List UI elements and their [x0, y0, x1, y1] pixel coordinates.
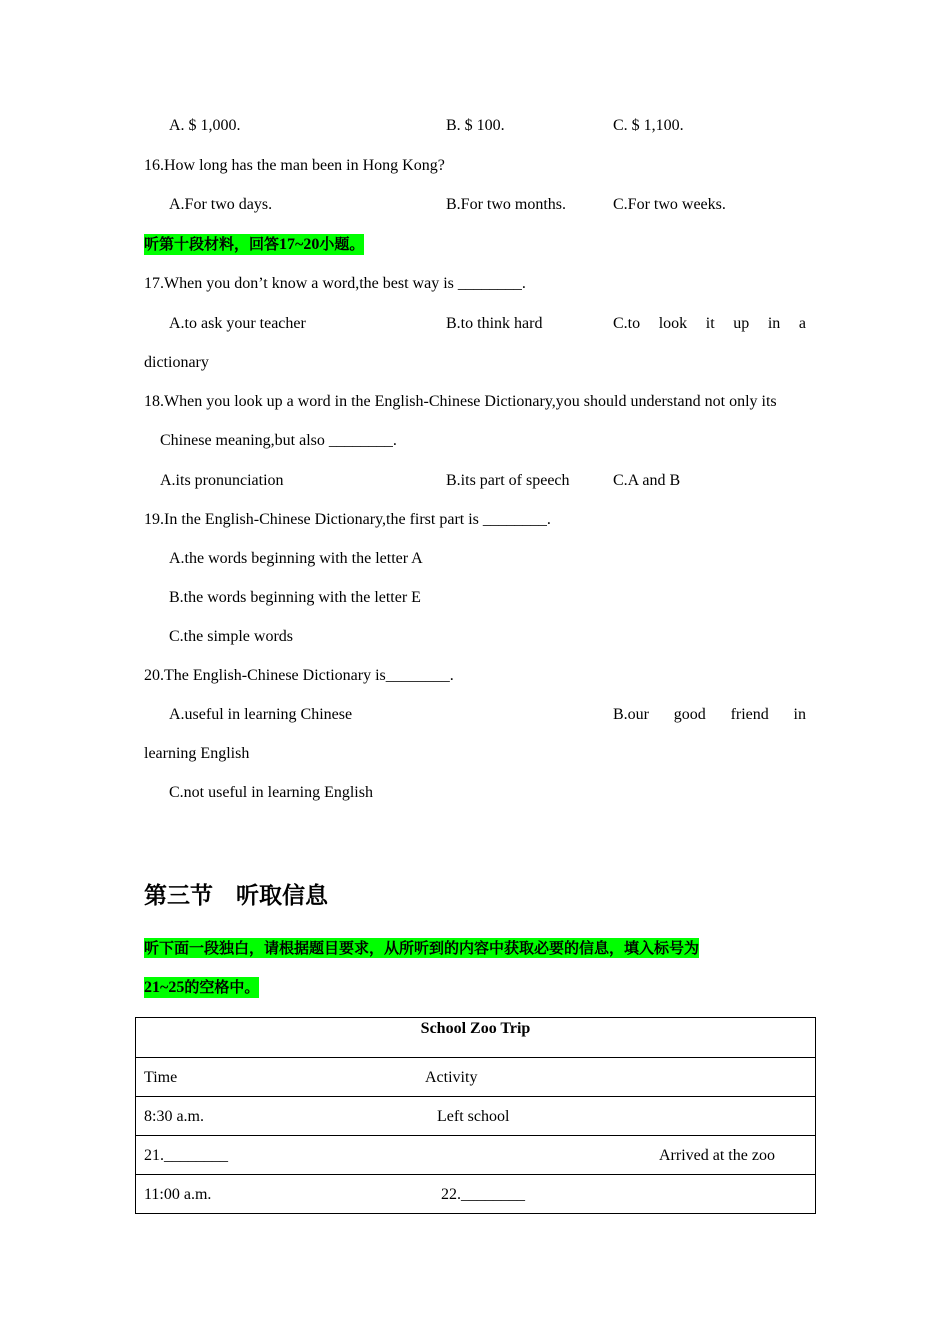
table-row	[136, 1096, 815, 1135]
q15-option-b: B. $ 100.	[446, 117, 505, 134]
q15-option-a: A. $ 1,000.	[169, 117, 241, 134]
instruction-range: 21~25	[144, 979, 185, 996]
q15-option-c: C. $ 1,100.	[613, 117, 684, 134]
q19-option-c: C.the simple words	[169, 628, 293, 645]
row-activity: Arrived at the zoo	[659, 1147, 775, 1164]
table-title: School Zoo Trip	[420, 1020, 531, 1037]
q20-option-b	[613, 705, 806, 725]
part10-suffix: 小题。	[319, 235, 365, 253]
table-title-row	[136, 1018, 815, 1057]
q17-question: 17.When you don’t know a word,the best way is ________.	[144, 275, 526, 292]
row-activity: Left school	[437, 1108, 510, 1125]
q20-option-b-continued: learning English	[144, 745, 250, 762]
q20-question: 20.The English-Chinese Dictionary is________.	[144, 667, 454, 684]
q20-option-b-word: B.our	[613, 706, 649, 723]
q18-option-a: A.its pronunciation	[160, 472, 284, 489]
q18-option-c: C.A and B	[613, 472, 681, 489]
q20-option-a: A.useful in learning Chinese	[169, 706, 353, 723]
row-activity-blank: 22.________	[441, 1186, 525, 1203]
q19-question: 19.In the English-Chinese Dictionary,the first part is ________.	[144, 511, 551, 528]
q17-option-c-word: C.to	[613, 315, 641, 332]
q18-question-line1: 18.When you look up a word in the English-Chinese Dictionary,you should understand not only its	[144, 393, 777, 410]
q17-option-c-word: it	[705, 315, 715, 332]
q18-question-line2: Chinese meaning,but also ________.	[160, 432, 397, 449]
header-activity: Activity	[425, 1069, 478, 1086]
q19-option-b: B.the words beginning with the letter E	[169, 589, 421, 606]
q19-option-a: A.the words beginning with the letter A	[169, 550, 423, 567]
part10-prefix: 听第十段材料，回答	[144, 235, 280, 253]
table-row	[136, 1174, 815, 1213]
q20-option-b-word: good	[673, 706, 706, 723]
instruction-line2	[144, 977, 259, 998]
q17-option-c-word: up	[733, 315, 750, 332]
instruction-rest: 的空格中。	[184, 978, 260, 996]
q16-question: 16.How long has the man been in Hong Kong?	[144, 157, 445, 174]
part10-range: 17~20	[279, 236, 320, 253]
table-row	[136, 1135, 815, 1174]
q18-option-b: B.its part of speech	[446, 472, 570, 489]
q17-option-c-word: a	[798, 315, 806, 332]
row-time-blank: 21.________	[144, 1147, 228, 1164]
q17-option-c-word: look	[658, 315, 688, 332]
q17-option-c	[613, 314, 806, 334]
q16-option-c: C.For two weeks.	[613, 196, 726, 213]
row-time: 11:00 a.m.	[144, 1186, 212, 1203]
instruction-line1: 听下面一段独白，请根据题目要求，从所听到的内容中获取必要的信息，填入标号为	[144, 939, 700, 957]
q17-option-c-word: in	[767, 315, 781, 332]
q16-option-a: A.For two days.	[169, 196, 273, 213]
row-time: 8:30 a.m.	[144, 1108, 204, 1125]
q17-option-b: B.to think hard	[446, 315, 543, 332]
table-header-row	[136, 1057, 815, 1096]
q20-option-b-word: in	[793, 706, 806, 723]
zoo-trip-table	[135, 1017, 816, 1214]
section-title: 第三节 听取信息	[144, 883, 328, 909]
part10-instruction	[144, 234, 364, 255]
q17-option-a: A.to ask your teacher	[169, 315, 306, 332]
q16-option-b: B.For two months.	[446, 196, 567, 213]
q17-option-c-continued: dictionary	[144, 354, 209, 371]
q20-option-b-word: friend	[730, 706, 769, 723]
header-time: Time	[144, 1069, 178, 1086]
q20-option-c: C.not useful in learning English	[169, 784, 373, 801]
